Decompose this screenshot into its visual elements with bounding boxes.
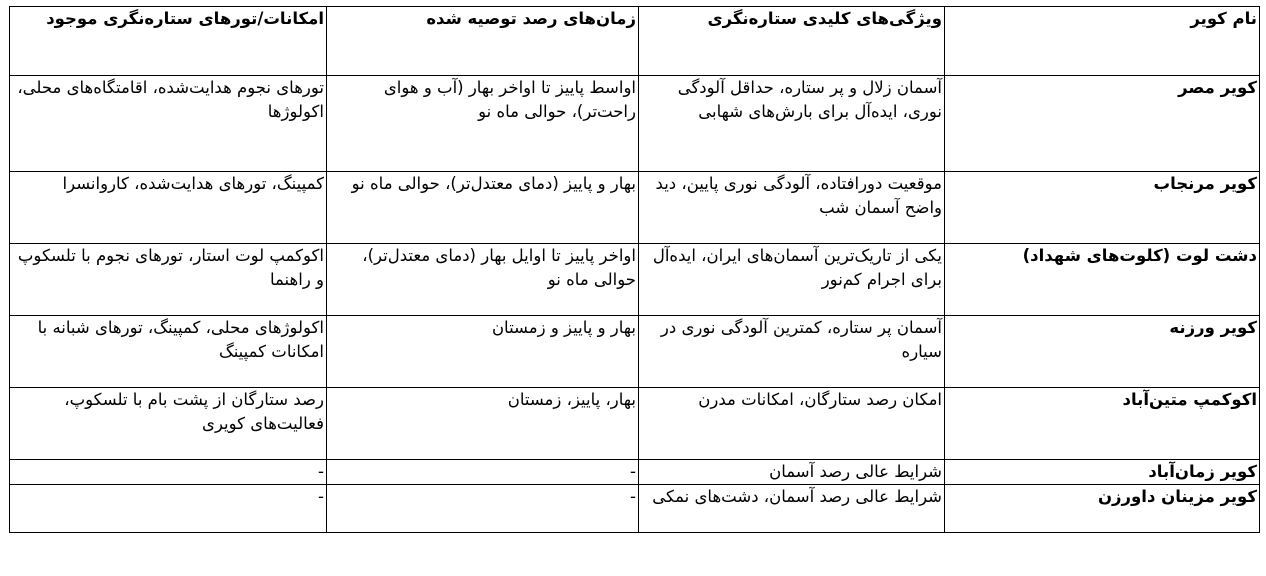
cell-facilities: اکوکمپ لوت استار، تورهای نجوم با تلسکوپ و راهنما <box>10 244 327 316</box>
table-row <box>10 316 1260 388</box>
cell-facilities: - <box>10 460 327 485</box>
cell-times: - <box>327 460 639 485</box>
table-row <box>10 76 1260 172</box>
table-header-row <box>10 7 1260 76</box>
cell-facilities: تورهای نجوم هدایت‌شده، اقامتگاه‌های محلی، اکولوژها <box>10 76 327 172</box>
cell-features: موقعیت دورافتاده، آلودگی نوری پایین، دید واضح آسمان شب <box>639 172 945 244</box>
cell-name: کویر ورزنه <box>945 316 1260 388</box>
cell-name: دشت لوت (کلوت‌های شهداد) <box>945 244 1260 316</box>
desert-stargazing-table <box>9 6 1260 533</box>
cell-features: شرایط عالی رصد آسمان، دشت‌های نمکی <box>639 485 945 533</box>
cell-name: کویر مصر <box>945 76 1260 172</box>
cell-facilities: کمپینگ، تورهای هدایت‌شده، کاروانسرا <box>10 172 327 244</box>
cell-name: اکوکمپ متین‌آباد <box>945 388 1260 460</box>
cell-facilities: رصد ستارگان از پشت بام با تلسکوپ، فعالیت‌های کویری <box>10 388 327 460</box>
table-row <box>10 460 1260 485</box>
cell-features: شرایط عالی رصد آسمان <box>639 460 945 485</box>
table-row <box>10 172 1260 244</box>
cell-features: یکی از تاریک‌ترین آسمان‌های ایران، ایده‌آل برای اجرام کم‌نور <box>639 244 945 316</box>
cell-name: کویر مرنجاب <box>945 172 1260 244</box>
cell-times: بهار، پاییز، زمستان <box>327 388 639 460</box>
cell-times: بهار و پاییز و زمستان <box>327 316 639 388</box>
header-name: نام کویر <box>945 7 1260 76</box>
cell-times: اواخر پاییز تا اوایل بهار (دمای معتدل‌تر)، حوالی ماه نو <box>327 244 639 316</box>
cell-features: آسمان زلال و پر ستاره، حداقل آلودگی نوری، ایده‌آل برای بارش‌های شهابی <box>639 76 945 172</box>
header-facilities: امکانات/تورهای ستاره‌نگری موجود <box>10 7 327 76</box>
cell-features: امکان رصد ستارگان، امکانات مدرن <box>639 388 945 460</box>
table-row <box>10 485 1260 533</box>
cell-features: آسمان پر ستاره، کمترین آلودگی نوری در سیاره <box>639 316 945 388</box>
cell-times: - <box>327 485 639 533</box>
cell-facilities: اکولوژهای محلی، کمپینگ، تورهای شبانه با امکانات کمپینگ <box>10 316 327 388</box>
cell-name: کویر مزینان داورزن <box>945 485 1260 533</box>
cell-times: اواسط پاییز تا اواخر بهار (آب و هوای راحت‌تر)، حوالی ماه نو <box>327 76 639 172</box>
table-row <box>10 244 1260 316</box>
cell-facilities: - <box>10 485 327 533</box>
cell-times: بهار و پاییز (دمای معتدل‌تر)، حوالی ماه نو <box>327 172 639 244</box>
header-times: زمان‌های رصد توصیه شده <box>327 7 639 76</box>
table-row <box>10 388 1260 460</box>
header-features: ویژگی‌های کلیدی ستاره‌نگری <box>639 7 945 76</box>
cell-name: کویر زمان‌آباد <box>945 460 1260 485</box>
